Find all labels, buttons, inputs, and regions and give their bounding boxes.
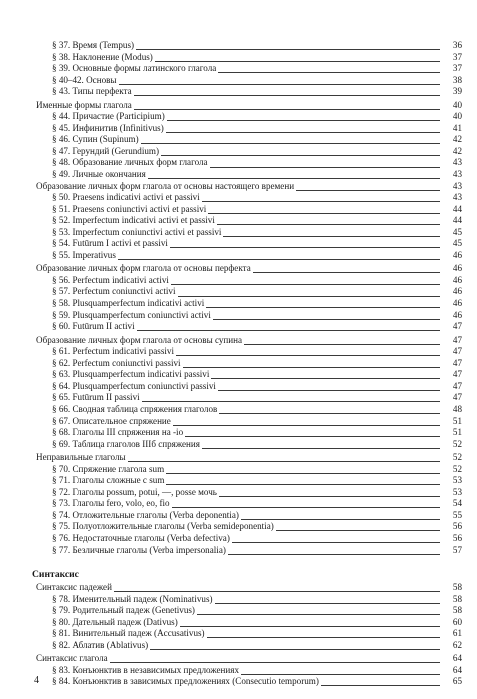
toc-entry bbox=[32, 286, 462, 298]
dot-leader bbox=[176, 355, 440, 356]
toc-entry-title: § 82. Аблатив (Ablativus) bbox=[52, 639, 149, 650]
toc-entry bbox=[32, 487, 462, 499]
toc-entry bbox=[32, 238, 462, 250]
toc-entry bbox=[32, 605, 462, 617]
toc-page-number: 47 bbox=[452, 321, 462, 332]
toc-entry bbox=[32, 404, 462, 416]
toc-page-number: 37 bbox=[452, 63, 462, 74]
dot-leader bbox=[110, 662, 440, 663]
toc-entry bbox=[32, 533, 462, 545]
toc-entry-title: § 81. Винительный падеж (Accusativus) bbox=[52, 628, 205, 639]
toc-page-number: 38 bbox=[452, 74, 462, 85]
toc-section-syntax: Синтаксис bbox=[32, 569, 79, 581]
toc-entry-title: § 40–42. Основы bbox=[52, 74, 117, 85]
toc-page-number: 65 bbox=[452, 676, 462, 687]
dot-leader bbox=[276, 530, 440, 531]
dot-leader bbox=[180, 626, 440, 627]
dot-leader bbox=[232, 542, 440, 543]
dot-leader bbox=[208, 213, 440, 214]
toc-entry bbox=[32, 40, 462, 52]
toc-entry-title: § 75. Полуотложительные глаголы (Verba semideponentia) bbox=[52, 521, 274, 532]
toc-page-number: 58 bbox=[452, 593, 462, 604]
toc-entry-title: § 72. Глаголы possum, potui, —, posse мочь bbox=[52, 486, 217, 497]
dot-leader bbox=[114, 591, 440, 592]
toc-entry bbox=[32, 227, 462, 239]
toc-entry bbox=[32, 275, 462, 287]
dot-leader bbox=[219, 413, 440, 414]
toc-entry bbox=[32, 321, 462, 333]
dot-leader bbox=[197, 614, 440, 615]
dot-leader bbox=[228, 554, 440, 555]
dot-leader bbox=[172, 507, 440, 508]
toc-entry bbox=[32, 111, 462, 123]
dot-leader bbox=[241, 519, 440, 520]
dot-leader bbox=[141, 143, 440, 144]
toc-page-number: 58 bbox=[452, 605, 462, 616]
dot-leader bbox=[137, 330, 440, 331]
toc-heading-title: Синтаксис падежей bbox=[36, 582, 112, 593]
toc-entry bbox=[32, 676, 462, 688]
dot-leader bbox=[202, 201, 440, 202]
toc-page-number: 43 bbox=[452, 157, 462, 168]
dot-leader bbox=[296, 190, 440, 191]
toc-heading-title: Образование личных форм глагола от основы настоящего времени bbox=[36, 180, 295, 191]
toc-heading-title: Именные формы глагола bbox=[36, 99, 132, 110]
toc-entry-title: § 48. Образование личных форм глагола bbox=[52, 157, 208, 168]
toc-entry bbox=[32, 392, 462, 404]
toc-entry bbox=[32, 427, 462, 439]
toc-entry bbox=[32, 134, 462, 146]
toc-heading-verb-syntax bbox=[32, 653, 462, 665]
toc-group-d bbox=[32, 263, 462, 332]
dot-leader bbox=[218, 72, 440, 73]
toc-entry-title: § 69. Таблица глаголов IIIб спряжения bbox=[52, 438, 200, 449]
toc-page-number: 39 bbox=[452, 86, 462, 97]
dot-leader bbox=[217, 224, 440, 225]
toc-entry bbox=[32, 215, 462, 227]
toc-entry bbox=[32, 346, 462, 358]
toc-entry bbox=[32, 86, 462, 98]
toc-entry bbox=[32, 617, 462, 629]
toc-page-number: 61 bbox=[452, 628, 462, 639]
toc-entry bbox=[32, 52, 462, 64]
toc-entry-title: § 70. Спряжение глагола sum bbox=[52, 463, 165, 474]
toc-entry-title: § 80. Дательный падеж (Dativus) bbox=[52, 616, 178, 627]
toc-heading-present-stem bbox=[32, 181, 462, 193]
dot-leader bbox=[206, 307, 440, 308]
toc-page-number: 55 bbox=[452, 509, 462, 520]
toc-page-number: 60 bbox=[452, 616, 462, 627]
toc-page-number: 36 bbox=[452, 40, 462, 50]
toc-page-number: 44 bbox=[452, 203, 462, 214]
toc-page-number: 43 bbox=[452, 192, 462, 203]
toc-entry-title: § 62. Perfectum coniunctivi passivi bbox=[52, 357, 181, 368]
toc-entry-title: § 68. Глаголы III спряжения на -io bbox=[52, 427, 184, 438]
toc-entry bbox=[32, 123, 462, 135]
toc-page-number: 48 bbox=[452, 403, 462, 414]
dot-leader bbox=[213, 319, 440, 320]
toc-entry-title: § 66. Сводная таблица спряжения глаголов bbox=[52, 403, 218, 414]
toc-page-number: 40 bbox=[452, 99, 462, 110]
dot-leader bbox=[134, 109, 440, 110]
toc-entry bbox=[32, 204, 462, 216]
dot-leader bbox=[178, 296, 441, 297]
toc-page-number: 56 bbox=[452, 521, 462, 532]
dot-leader bbox=[119, 84, 440, 85]
toc-entry bbox=[32, 146, 462, 158]
toc-entry-title: § 39. Основные формы латинского глагола bbox=[52, 63, 217, 74]
page-number: 4 bbox=[34, 675, 39, 686]
toc-entry bbox=[32, 169, 462, 181]
toc-entry bbox=[32, 640, 462, 652]
toc-entry bbox=[32, 298, 462, 310]
toc-heading-title: Образование личных форм глагола от основы супина bbox=[36, 334, 243, 345]
dot-leader bbox=[207, 637, 440, 638]
toc-entry bbox=[32, 510, 462, 522]
toc-page-number: 57 bbox=[452, 544, 462, 555]
dot-leader bbox=[170, 247, 440, 248]
dot-leader bbox=[134, 95, 440, 96]
toc-entry bbox=[32, 498, 462, 510]
toc-page-number: 37 bbox=[452, 51, 462, 62]
toc-page-number: 45 bbox=[452, 226, 462, 237]
toc-heading-supine-stem bbox=[32, 335, 462, 347]
toc-entry bbox=[32, 157, 462, 169]
toc-group-h bbox=[32, 653, 462, 688]
toc-page-number: 46 bbox=[452, 298, 462, 309]
toc-group-f bbox=[32, 452, 462, 556]
dot-leader bbox=[166, 484, 440, 485]
toc-heading-title: Синтаксис глагола bbox=[36, 653, 108, 664]
toc-page-number: 42 bbox=[452, 145, 462, 156]
toc-entry-title: § 56. Perfectum indicativi activi bbox=[52, 274, 169, 285]
toc-page-number: 47 bbox=[452, 369, 462, 380]
toc-entry bbox=[32, 416, 462, 428]
dot-leader bbox=[185, 436, 440, 437]
toc-page-number: 53 bbox=[452, 486, 462, 497]
toc-page-number: 44 bbox=[452, 215, 462, 226]
toc-entry-title: § 43. Типы перфекта bbox=[52, 86, 132, 97]
toc-page-number: 47 bbox=[452, 357, 462, 368]
dot-leader bbox=[173, 425, 440, 426]
toc-page-number: 46 bbox=[452, 274, 462, 285]
toc-entry-title: § 73. Глаголы fero, volo, eo, fio bbox=[52, 498, 170, 509]
toc-entry bbox=[32, 665, 462, 677]
toc-entry-title: § 46. Супин (Supinum) bbox=[52, 134, 139, 145]
dot-leader bbox=[223, 236, 440, 237]
toc-page-number: 45 bbox=[452, 238, 462, 249]
toc-entry bbox=[32, 192, 462, 204]
toc-page-number: 52 bbox=[452, 438, 462, 449]
toc-entry-title: § 64. Plusquamperfectum coniunctivi passivi bbox=[52, 380, 216, 391]
toc-entry bbox=[32, 63, 462, 75]
toc-entry-title: § 59. Plusquamperfectum coniunctivi activi bbox=[52, 309, 211, 320]
toc-page-number: 52 bbox=[452, 463, 462, 474]
toc-page-number: 46 bbox=[452, 263, 462, 274]
toc-entry bbox=[32, 521, 462, 533]
toc-group-a bbox=[32, 40, 462, 98]
toc-heading-case-syntax bbox=[32, 582, 462, 594]
toc-entry-title: § 52. Imperfectum indicativi activi et passivi bbox=[52, 215, 215, 226]
dot-leader bbox=[155, 61, 440, 62]
dot-leader bbox=[210, 167, 440, 168]
dot-leader bbox=[219, 496, 440, 497]
toc-entry-title: § 76. Недостаточные глаголы (Verba defectiva) bbox=[52, 532, 230, 543]
dot-leader bbox=[166, 132, 440, 133]
dot-leader bbox=[183, 367, 440, 368]
toc-page-number: 58 bbox=[452, 582, 462, 593]
toc-entry bbox=[32, 464, 462, 476]
toc-entry-title: § 49. Личные окончания bbox=[52, 169, 146, 180]
toc-entry bbox=[32, 545, 462, 557]
dot-leader bbox=[161, 155, 440, 156]
toc-page-number: 47 bbox=[452, 346, 462, 357]
toc-heading-nominal-forms bbox=[32, 100, 462, 112]
toc-page-number: 46 bbox=[452, 249, 462, 260]
toc-page-number: 52 bbox=[452, 452, 462, 463]
toc-entry-title: § 78. Именительный падеж (Nominativus) bbox=[52, 593, 213, 604]
dot-leader bbox=[167, 120, 440, 121]
toc-group-c bbox=[32, 181, 462, 262]
dot-leader bbox=[150, 649, 440, 650]
toc-entry bbox=[32, 358, 462, 370]
toc-page-number: 54 bbox=[452, 498, 462, 509]
toc-entry bbox=[32, 381, 462, 393]
toc-page-number: 51 bbox=[452, 427, 462, 438]
toc-entry bbox=[32, 439, 462, 451]
toc-page-number: 47 bbox=[452, 334, 462, 345]
dot-leader bbox=[166, 473, 440, 474]
toc-entry-title: § 38. Наклонение (Modus) bbox=[52, 51, 153, 62]
toc-heading-perfect-stem bbox=[32, 263, 462, 275]
toc-entry-title: § 60. Futūrum II activi bbox=[52, 321, 135, 332]
toc-entry-title: § 83. Конъюнктив в независимых предложениях bbox=[52, 664, 239, 675]
toc-entry-title: § 58. Plusquamperfectum indicativi activi bbox=[52, 298, 205, 309]
dot-leader bbox=[148, 178, 440, 179]
dot-leader bbox=[321, 685, 440, 686]
toc-entry bbox=[32, 628, 462, 640]
dot-leader bbox=[128, 461, 440, 462]
toc-heading-title: Образование личных форм глагола от основы перфекта bbox=[36, 263, 251, 274]
toc-page-number: 47 bbox=[452, 380, 462, 391]
dot-leader bbox=[244, 344, 440, 345]
toc-group-e bbox=[32, 335, 462, 450]
dot-leader bbox=[218, 390, 440, 391]
toc-entry-title: § 61. Perfectum indicativi passivi bbox=[52, 346, 174, 357]
toc-page-number: 56 bbox=[452, 532, 462, 543]
toc-entry-title: § 53. Imperfectum coniunctivi activi et passivi bbox=[52, 226, 222, 237]
toc-page-number: 51 bbox=[452, 415, 462, 426]
dot-leader bbox=[202, 448, 440, 449]
toc-entry-title: § 63. Plusquamperfectum indicativi passivi bbox=[52, 369, 210, 380]
dot-leader bbox=[253, 272, 440, 273]
toc-page-number: 64 bbox=[452, 653, 462, 664]
toc-page-number: 62 bbox=[452, 639, 462, 650]
toc-entry bbox=[32, 369, 462, 381]
toc-page-number: 41 bbox=[452, 122, 462, 133]
dot-leader bbox=[142, 401, 440, 402]
toc-entry-title: § 37. Время (Tempus) bbox=[52, 40, 135, 50]
toc-entry bbox=[32, 475, 462, 487]
dot-leader bbox=[211, 378, 440, 379]
toc-heading-title: Неправильные глаголы bbox=[36, 452, 126, 463]
toc-entry-title: § 55. Imperativus bbox=[52, 249, 116, 260]
toc-entry-title: § 79. Родительный падеж (Genetivus) bbox=[52, 605, 195, 616]
toc-page-number: 42 bbox=[452, 134, 462, 145]
dot-leader bbox=[171, 284, 440, 285]
toc-entry-title: § 45. Инфинитив (Infinitivus) bbox=[52, 122, 164, 133]
toc-entry-title: § 71. Глаголы сложные с sum bbox=[52, 475, 165, 486]
toc-page-number: 40 bbox=[452, 111, 462, 122]
toc-group-g bbox=[32, 582, 462, 651]
toc-page-number: 43 bbox=[452, 169, 462, 180]
toc-entry bbox=[32, 594, 462, 606]
toc-entry-title: § 74. Отложительные глаголы (Verba deponentia) bbox=[52, 509, 239, 520]
toc-entry-title: § 65. Futūrum II passivi bbox=[52, 392, 140, 403]
toc-page-number: 43 bbox=[452, 180, 462, 191]
toc-entry-title: § 51. Praesens coniunctivi activi et passivi bbox=[52, 203, 207, 214]
toc-entry-title: § 47. Герундий (Gerundium) bbox=[52, 145, 160, 156]
dot-leader bbox=[118, 259, 440, 260]
toc-heading-irregular-verbs bbox=[32, 452, 462, 464]
toc-entry-title: § 57. Perfectum coniunctivi activi bbox=[52, 286, 176, 297]
toc-entry-title: § 77. Безличные глаголы (Verba impersonalia) bbox=[52, 544, 226, 555]
toc-entry-title: § 44. Причастие (Participium) bbox=[52, 111, 165, 122]
toc-entry-title: § 67. Описательное спряжение bbox=[52, 415, 171, 426]
toc-entry bbox=[32, 250, 462, 262]
dot-leader bbox=[136, 49, 440, 50]
toc-entry-title: § 50. Praesens indicativi activi et passivi bbox=[52, 192, 200, 203]
toc-page-number: 47 bbox=[452, 392, 462, 403]
toc-entry bbox=[32, 310, 462, 322]
toc-page-number: 46 bbox=[452, 286, 462, 297]
table-of-contents bbox=[32, 40, 462, 688]
toc-page-number: 46 bbox=[452, 309, 462, 320]
toc-entry-title: § 84. Конъюнктив в зависимых предложениях (Consecutio temporum) bbox=[52, 676, 319, 687]
toc-entry-title: § 54. Futūrum I activi et passivi bbox=[52, 238, 168, 249]
toc-group-b bbox=[32, 100, 462, 181]
dot-leader bbox=[241, 674, 440, 675]
dot-leader bbox=[215, 603, 440, 604]
toc-entry bbox=[32, 75, 462, 87]
toc-page-number: 53 bbox=[452, 475, 462, 486]
toc-page-number: 64 bbox=[452, 664, 462, 675]
